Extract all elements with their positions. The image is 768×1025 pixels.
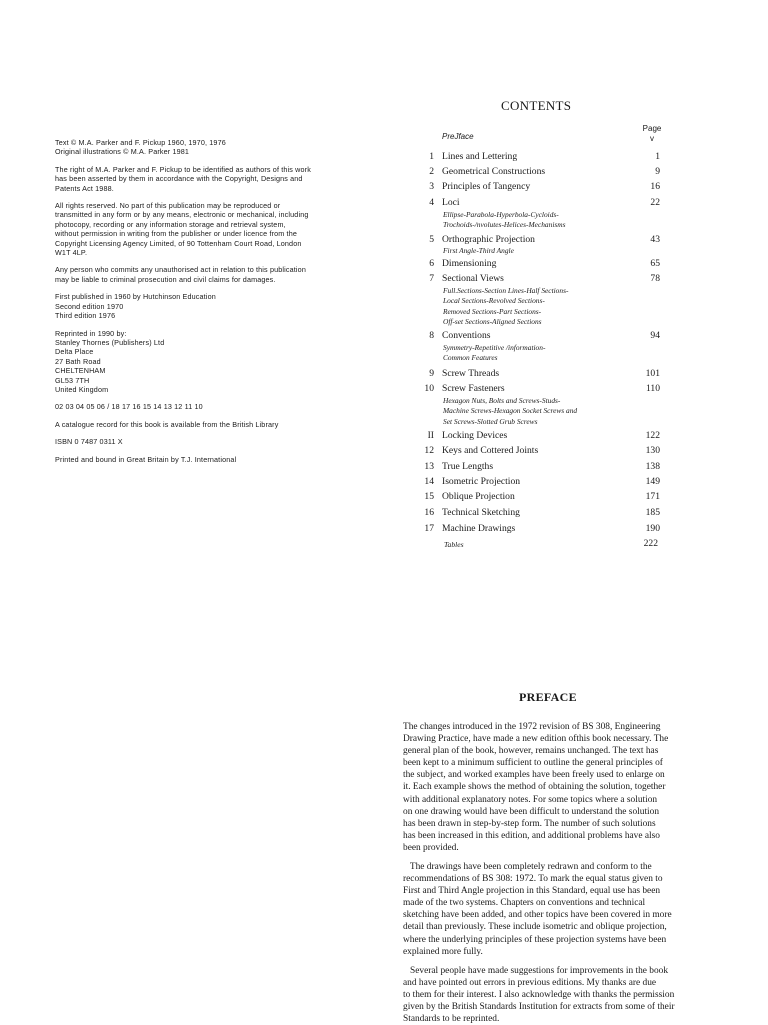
toc-entry-title: Screw Threads xyxy=(442,368,500,379)
toc-entry-title: Geometrical Constructions xyxy=(442,166,546,177)
toc-entry-title: Dimensioning xyxy=(442,258,497,269)
toc-subtopic-line: Hexagon Nuts, Bolts and Screws-Studs- xyxy=(443,396,561,405)
copyright-block xyxy=(55,455,340,464)
copyright-line: Printed and bound in Great Britain by T.J. International xyxy=(55,454,237,464)
toc-subtopic-line: Symmetry-Repetitive /information- xyxy=(443,343,546,352)
copyright-block xyxy=(55,329,340,395)
copyright-line: Copyright Licensing Agency Limited, of 90 Tottenham Court Road, London xyxy=(55,238,302,248)
copyright-line: United Kingdom xyxy=(55,384,109,394)
preface-line: with additional explanatory notes. For some topics where a solution xyxy=(403,794,658,805)
toc-entry-number: 4 xyxy=(429,197,434,208)
toc-entry-page: 9 xyxy=(655,166,660,177)
copyright-line: 27 Bath Road xyxy=(55,356,101,366)
preface-line: where the underlying principles of these projection systems have been xyxy=(403,934,667,945)
copyright-line: First published in 1960 by Hutchinson Education xyxy=(55,292,216,302)
copyright-line: Original illustrations © M.A. Parker 1981 xyxy=(55,147,190,157)
toc-entry-page: 22 xyxy=(650,197,660,208)
copyright-line: Any person who commits any unauthorised act in relation to this publication xyxy=(55,265,306,275)
toc-entry-page: 78 xyxy=(650,273,660,284)
copyright-block xyxy=(55,265,340,284)
toc-entry-title: Keys and Cottered Joints xyxy=(442,445,539,456)
copyright-line: CHELTENHAM xyxy=(55,366,106,376)
toc-entry-subtopics xyxy=(443,246,514,256)
preface-line: Standards to be reprinted. xyxy=(403,1014,500,1025)
preface-line: recommendations of BS 308: 1972. To mark the equal status given to xyxy=(403,874,663,885)
copyright-line: Stanley Thornes (Publishers) Ltd xyxy=(55,337,165,347)
preface-line: it. Each example shows the method of obtaining the solution, together xyxy=(403,782,666,793)
toc-subtopic-line: Full.Sections-Section Lines-Half Sections- xyxy=(443,286,569,295)
toc-entry-subtopics xyxy=(443,396,577,427)
toc-entry-number: 9 xyxy=(429,368,434,379)
toc-entry-page: 190 xyxy=(645,523,660,534)
copyright-line: Third edition 1976 xyxy=(55,311,116,321)
copyright-line: The right of M.A. Parker and F. Pickup to be identified as authors of this work xyxy=(55,164,311,174)
toc-preface-title: PreJface xyxy=(442,132,474,141)
toc-entry-page: 171 xyxy=(645,491,660,502)
preface-line: and have pointed out errors in previous editions. My thanks are due xyxy=(403,978,657,989)
preface-line: explained more fully. xyxy=(403,946,483,957)
toc-subtopic-line: Set Screws-Slotted Grub Screws xyxy=(443,416,538,426)
page-label-roman: v xyxy=(650,134,654,143)
toc-entry-page: 222 xyxy=(643,538,658,549)
toc-entry-number: 12 xyxy=(424,445,434,456)
page-column-label xyxy=(641,124,663,144)
preface-line: general plan of the book, however, remains unchanged. The text has xyxy=(403,746,659,757)
toc-entry-number: 2 xyxy=(429,166,434,177)
toc-entry-title: Sectional Views xyxy=(442,273,504,284)
toc-entry-number: 10 xyxy=(424,383,434,394)
toc-entry-page: 65 xyxy=(650,258,660,269)
toc-subtopic-line: Trochoids-/nvolutes-Helices-Mechanisms xyxy=(443,220,566,230)
preface-paragraph xyxy=(403,861,723,958)
toc-subtopic-line: Ellipse-Parabola-Hyperbola-Cycloids- xyxy=(443,210,559,219)
copyright-line: A catalogue record for this book is available from the British Library xyxy=(55,419,279,429)
preface-line: been provided. xyxy=(403,842,459,853)
copyright-line: Reprinted in 1990 by: xyxy=(55,328,127,338)
toc-entry-number: 1 xyxy=(429,151,434,162)
preface-line: the subject, and worked examples have been freely used to enlarge on xyxy=(403,770,665,781)
copyright-line: GL53 7TH xyxy=(55,375,90,385)
toc-entry-title: True Lengths xyxy=(442,461,494,472)
contents-title: CONTENTS xyxy=(501,98,572,113)
preface-line: The changes introduced in the 1972 revision of BS 308, Engineering xyxy=(403,722,661,732)
toc-entry-title: Isometric Projection xyxy=(442,476,521,487)
toc-entry-title: Technical Sketching xyxy=(442,507,520,518)
copyright-line: Second edition 1970 xyxy=(55,301,124,311)
toc-entry-title: Locking Devices xyxy=(442,430,508,441)
copyright-line: W1T 4LP. xyxy=(55,248,88,258)
preface-line: been kept to a minimum sufficient to outline the general principles of xyxy=(403,758,663,769)
preface-paragraph xyxy=(403,965,723,1025)
toc-entry-page: 110 xyxy=(645,383,660,394)
copyright-line: without permission in writing from the publisher or under licence from the xyxy=(55,229,298,239)
page-label-text: Page xyxy=(642,124,662,133)
toc-entry-title: Screw Fasteners xyxy=(442,383,505,394)
toc-entry-page: 122 xyxy=(645,430,660,441)
copyright-line: 02 03 04 05 06 / 18 17 16 15 14 13 12 11 10 xyxy=(55,402,203,412)
toc-entry-title: Principles of Tangency xyxy=(442,181,531,192)
preface-paragraph xyxy=(403,721,723,854)
preface-line: made of the two systems. Chapters on conventions and technical xyxy=(403,898,646,909)
toc-entry-page: 130 xyxy=(645,445,660,456)
copyright-line: has been asserted by them in accordance with the Copyright, Designs and xyxy=(55,174,303,184)
copyright-line: may be liable to criminal prosecution and civil claims for damages. xyxy=(55,274,276,284)
toc-entry-title: Tables xyxy=(444,540,464,549)
toc-subtopic-line: First Angle-Third Angle xyxy=(443,246,514,255)
copyright-block xyxy=(55,165,340,193)
toc-entry-page: 185 xyxy=(645,507,660,518)
toc-entry-number: II xyxy=(427,430,434,441)
toc-entry-page: 94 xyxy=(650,330,660,341)
toc-entry-title: Loci xyxy=(442,197,460,208)
toc-entry-number: 16 xyxy=(424,507,434,518)
toc-entry-title: Conventions xyxy=(442,330,491,341)
toc-entry-number: 15 xyxy=(424,491,434,502)
preface-line: detail than previously. These include isometric and oblique projection, xyxy=(403,922,667,933)
preface-line: First and Third Angle projection in this Standard, equal use has been xyxy=(403,886,661,897)
toc-entry-title: Lines and Lettering xyxy=(442,151,518,162)
toc-subtopic-line: Local Sections-Revolved Sections- xyxy=(443,296,545,306)
toc-entry-number: 7 xyxy=(429,273,434,284)
toc-entry-number: 6 xyxy=(429,258,434,269)
copyright-line: All rights reserved. No part of this publication may be reproduced or xyxy=(55,201,281,211)
toc-entry-subtopics xyxy=(443,210,565,231)
preface-line: given by the British Standards Institution for extracts from some of their xyxy=(403,1002,675,1013)
copyright-block xyxy=(55,292,340,320)
toc-entry-number: 5 xyxy=(429,234,434,245)
copyright-notice xyxy=(55,138,340,472)
toc-entry-subtopics xyxy=(443,286,568,328)
toc-entry-page: 43 xyxy=(650,234,660,245)
toc-subtopic-line: Common Features xyxy=(443,353,498,363)
copyright-block xyxy=(55,420,340,429)
toc-entry-title: Machine Drawings xyxy=(442,523,516,534)
toc-entry-number: 17 xyxy=(424,523,434,534)
preface-line: has been increased in this edition, and additional problems have also xyxy=(403,830,660,841)
toc-entry-title: Orthographic Projection xyxy=(442,234,535,245)
preface-line: Drawing Practice, have made a new edition ofthis book necessary. The xyxy=(403,734,669,745)
copyright-line: Patents Act 1988. xyxy=(55,183,114,193)
copyright-line: Text © M.A. Parker and F. Pickup 1960, 1970, 1976 xyxy=(55,138,226,147)
copyright-line: transmitted in any form or by any means, electronic or mechanical, including xyxy=(55,210,309,220)
preface-line: to them for their interest. I also acknowledge with thanks the permission xyxy=(403,990,675,1001)
toc-entry-number: 8 xyxy=(429,330,434,341)
preface-line: sketching have been added, and other topics have been covered in more xyxy=(403,910,672,921)
toc-subtopic-line: Machine Screws-Hexagon Socket Screws and xyxy=(443,406,578,416)
copyright-block xyxy=(55,437,340,446)
toc-entry-number: 14 xyxy=(424,476,434,487)
toc-entry-page: 149 xyxy=(645,476,660,487)
toc-subtopic-line: Removed Sections-Part Sections- xyxy=(443,306,542,316)
preface-line: has been drawn in step-by-step form. The number of such solutions xyxy=(403,818,656,829)
toc-entry-page: 138 xyxy=(645,461,660,472)
copyright-block xyxy=(55,402,340,411)
preface-line: Several people have made suggestions for improvements in the book xyxy=(403,966,669,976)
copyright-line: photocopy, recording or any information storage and retrieval system, xyxy=(55,219,286,229)
copyright-block xyxy=(55,201,340,257)
toc-subtopic-line: Off-set Sections-Aligned Sections xyxy=(443,317,542,327)
preface-title: PREFACE xyxy=(519,690,577,704)
toc-entry-page: 16 xyxy=(650,181,660,192)
preface-line: The drawings have been completely redrawn and conform to the xyxy=(403,862,652,872)
toc-entry-subtopics xyxy=(443,343,545,364)
copyright-block xyxy=(55,138,340,157)
toc-entry-title: Oblique Projection xyxy=(442,491,515,502)
copyright-line: ISBN 0 7487 0311 X xyxy=(55,437,123,447)
copyright-line: Delta Place xyxy=(55,347,94,357)
toc-entry-number: 13 xyxy=(424,461,434,472)
toc-entry-page: 1 xyxy=(655,151,660,162)
toc-entry-page: 101 xyxy=(645,368,660,379)
preface-line: on one drawing would have been difficult to understand the solution xyxy=(403,806,660,817)
toc-entry-number: 3 xyxy=(429,181,434,192)
